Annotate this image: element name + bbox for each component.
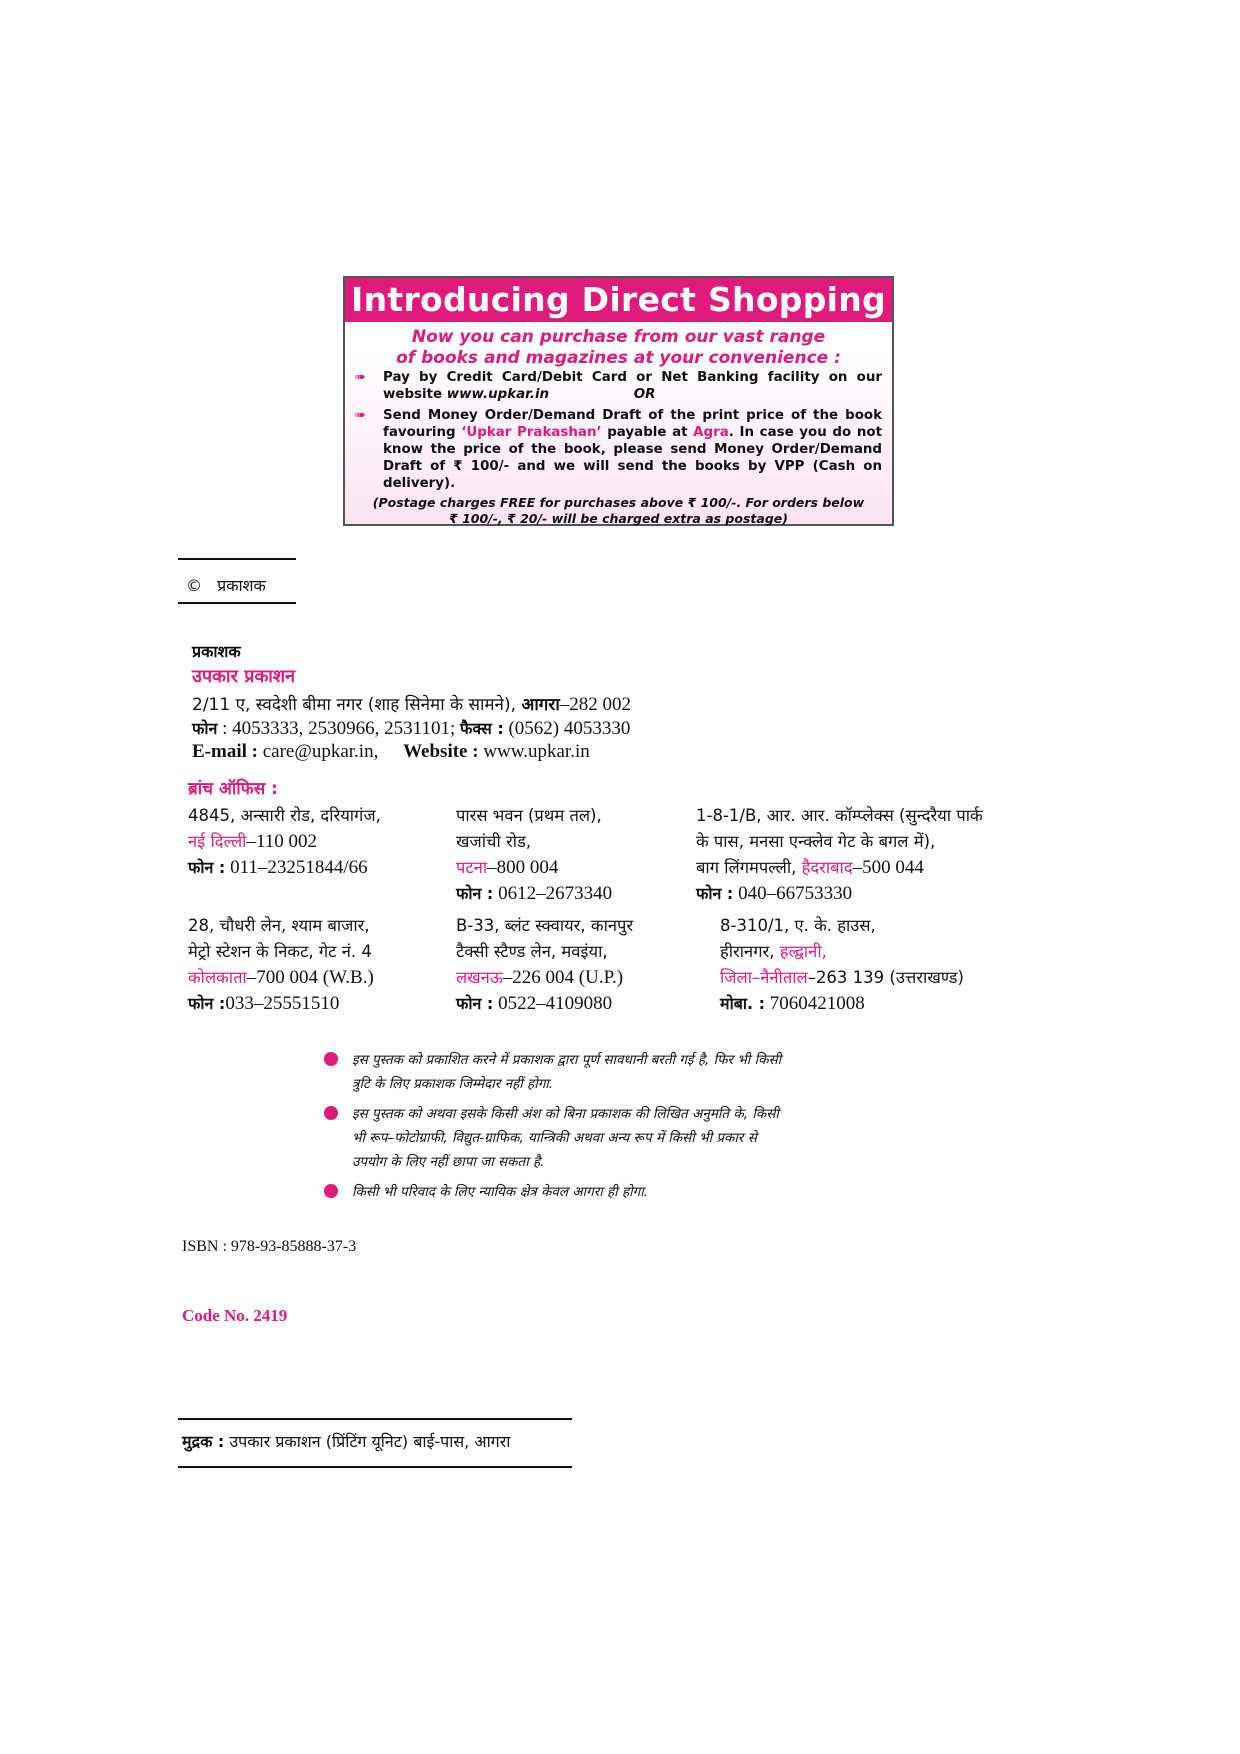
publisher-name: उपकार प्रकाशन xyxy=(192,666,296,687)
branch-phone: 011–23251844/66 xyxy=(225,857,368,878)
branch-address-line-2: मेट्रो स्टेशन के निकट, गेट नं. 4 xyxy=(188,942,372,961)
disclaimer-line: त्रुटि के लिए प्रकाशक जिम्मेदार नहीं होगा. xyxy=(352,1076,554,1092)
disclaimer-line: उपयोग के लिए नहीं छापा जा सकता है. xyxy=(352,1154,545,1170)
publisher-address xyxy=(192,692,631,718)
address-city: आगरा xyxy=(521,695,560,715)
branch-address-line: पारस भवन (प्रथम तल), xyxy=(456,806,602,825)
branch-address-line-3: बाग लिंगमपल्ली, xyxy=(696,858,802,877)
ad-or-text: OR xyxy=(633,387,656,402)
ad-bullet-2 xyxy=(355,407,882,492)
ad-postage-note xyxy=(345,495,892,527)
branch-pin: –800 004 xyxy=(487,857,559,878)
branch-office-haldwani xyxy=(720,913,1070,1017)
branch-address-line: 4845, अन्सारी रोड, दरियागंज, xyxy=(188,806,381,825)
branch-pin: –700 004 (W.B.) xyxy=(246,967,374,988)
branch-heading: ब्रांच ऑफिस : xyxy=(188,779,278,799)
copyright-symbol: © xyxy=(186,576,202,595)
disclaimer-item xyxy=(324,1180,914,1204)
branch-pin: –263 139 (उत्तराखण्ड) xyxy=(807,968,964,987)
branch-address-line: 8-310/1, ए. के. हाउस, xyxy=(720,916,876,935)
ad-title: Introducing Direct Shopping xyxy=(345,278,892,322)
email-label: E-mail : xyxy=(192,741,258,762)
ad-postage-line-2: ₹ 100/-, ₹ 20/- will be charged extra as postage) xyxy=(449,511,788,526)
ad-payable-text: payable at xyxy=(607,425,688,440)
arrow-right-icon: ➠ xyxy=(355,370,366,385)
ad-subtitle-line-2: of books and magazines at your convenience : xyxy=(396,348,841,368)
phone-numbers: : 4053333, 2530966, 2531101; xyxy=(217,718,460,739)
branch-phone: 7060421008 xyxy=(765,993,865,1014)
email-value[interactable]: care@upkar.in, xyxy=(257,741,379,762)
branch-phone: 033–25551510 xyxy=(225,993,340,1014)
isbn: ISBN : 978-93-85888-37-3 xyxy=(182,1238,357,1255)
printer-label: मुद्रक : xyxy=(182,1432,225,1451)
bullet-dot-icon xyxy=(324,1184,338,1198)
printer-bottom-rule xyxy=(178,1466,572,1468)
branch-phone-label: फोन : xyxy=(696,884,734,903)
disclaimer-line: किसी भी परिवाद के लिए न्यायिक क्षेत्र केवल आगरा ही होगा. xyxy=(352,1184,649,1200)
copyright-holder: प्रकाशक xyxy=(217,576,266,595)
printer-line xyxy=(182,1430,510,1452)
copyright-line xyxy=(186,574,266,596)
disclaimer-line: इस पुस्तक को प्रकाशित करने में प्रकाशक द्वारा पूर्ण सावधानी बरती गई है, फिर भी किसी xyxy=(352,1052,782,1068)
publisher-contact-line xyxy=(192,739,590,765)
branch-city-2: हल्द्वानी, xyxy=(779,942,827,961)
branch-address-line-2: हीरानगर, xyxy=(720,942,780,961)
branch-city: कोलकाता xyxy=(188,968,247,987)
address-pin: –282 002 xyxy=(559,694,631,715)
ad-publisher-name: ‘Upkar Prakashan’ xyxy=(461,425,602,440)
branch-phone-label: मोबा. : xyxy=(720,994,766,1013)
branch-city: हैदराबाद xyxy=(801,858,853,877)
disclaimer-line: इस पुस्तक को अथवा इसके किसी अंश को बिना प्रकाशक की लिखित अनुमति के, किसी xyxy=(352,1106,779,1122)
branch-address-line: 28, चौधरी लेन, श्याम बाजार, xyxy=(188,916,370,935)
bullet-dot-icon xyxy=(324,1106,338,1120)
branch-phone-label: फोन : xyxy=(188,858,226,877)
ad-bullet-2-text: Send Money Order/Demand Draft of the print price of the book favouring xyxy=(383,408,882,440)
branch-pin: –500 044 xyxy=(852,857,924,878)
branch-office-patna xyxy=(456,803,686,907)
disclaimer-item xyxy=(324,1102,914,1174)
website-label: Website : xyxy=(403,741,479,762)
branch-office-kolkata xyxy=(188,913,458,1017)
address-text: 2/11 ए, स्वदेशी बीमा नगर (शाह सिनेमा के सामने), xyxy=(192,695,522,715)
fax-label: फैक्स : xyxy=(459,719,504,738)
branch-office-hyderabad xyxy=(696,803,1066,907)
phone-label: फोन xyxy=(192,719,218,738)
printer-text: उपकार प्रकाशन (प्रिंटिंग यूनिट) बाई-पास, आगरा xyxy=(224,1432,511,1451)
branch-phone: 0612–2673340 xyxy=(493,883,613,904)
code-number: Code No. 2419 xyxy=(182,1306,288,1325)
ad-bullet-1-text: Pay by Credit Card/Debit Card or Net Banking facility on our website xyxy=(383,370,882,402)
branch-address-line: 1-8-1/B, आर. आर. कॉम्प्लेक्स (सुन्दरैया पार्क xyxy=(696,806,983,825)
ad-subtitle xyxy=(345,327,892,369)
branch-office-lucknow xyxy=(456,913,696,1017)
ad-postage-line-1: (Postage charges FREE for purchases above ₹ 100/-. For orders below xyxy=(372,495,865,510)
arrow-right-icon: ➠ xyxy=(355,408,366,423)
fax-number: (0562) 4053330 xyxy=(503,718,631,739)
printer-top-rule xyxy=(178,1418,572,1420)
branch-office-delhi xyxy=(188,803,458,881)
copyright-bottom-rule xyxy=(178,602,296,604)
bullet-dot-icon xyxy=(324,1052,338,1066)
branch-phone-label: फोन : xyxy=(456,884,494,903)
branch-address-line-2: टैक्सी स्टैण्ड लेन, मवइंया, xyxy=(456,942,608,961)
ad-city: Agra xyxy=(693,425,729,440)
ad-bullet-2-rest: . In case you do not know the price of the book, please send Money Order/Demand Draft of ₹ 100/- and we will send the books by VPP (Cash on delivery). xyxy=(383,425,882,491)
copyright-top-rule xyxy=(178,558,296,560)
ad-subtitle-line-1: Now you can purchase from our vast range xyxy=(411,327,826,347)
ad-bullet-1 xyxy=(355,369,882,403)
branch-phone-label: फोन : xyxy=(188,994,226,1013)
disclaimer-line: भी रूप–फोटोग्राफी, विद्युत-ग्राफिक, यान्त्रिकी अथवा अन्य रूप में किसी भी प्रकार से xyxy=(352,1130,757,1146)
branch-address-line-2: के पास, मनसा एन्क्लेव गेट के बगल में), xyxy=(696,832,936,851)
branch-address-line-2: खजांची रोड, xyxy=(456,832,532,851)
branch-phone-label: फोन : xyxy=(456,994,494,1013)
branch-phone: 040–66753330 xyxy=(733,883,853,904)
branch-city: जिला–नैनीताल xyxy=(720,968,808,987)
ad-website-link[interactable]: www.upkar.in xyxy=(446,387,550,402)
direct-shopping-ad xyxy=(343,276,894,526)
branch-pin: –226 004 (U.P.) xyxy=(502,967,624,988)
branch-city: लखनऊ xyxy=(456,968,503,987)
branch-pin: –110 002 xyxy=(246,831,317,852)
branch-city: पटना xyxy=(456,858,488,877)
branch-city: नई दिल्ली xyxy=(188,832,247,851)
branch-phone: 0522–4109080 xyxy=(493,993,613,1014)
disclaimer-list xyxy=(324,1048,914,1204)
publisher-label: प्रकाशक xyxy=(192,642,241,661)
branch-address-line: B-33, ब्लंट स्क्वायर, कानपुर xyxy=(456,916,634,935)
disclaimer-item xyxy=(324,1048,914,1096)
website-value[interactable]: www.upkar.in xyxy=(478,741,590,762)
